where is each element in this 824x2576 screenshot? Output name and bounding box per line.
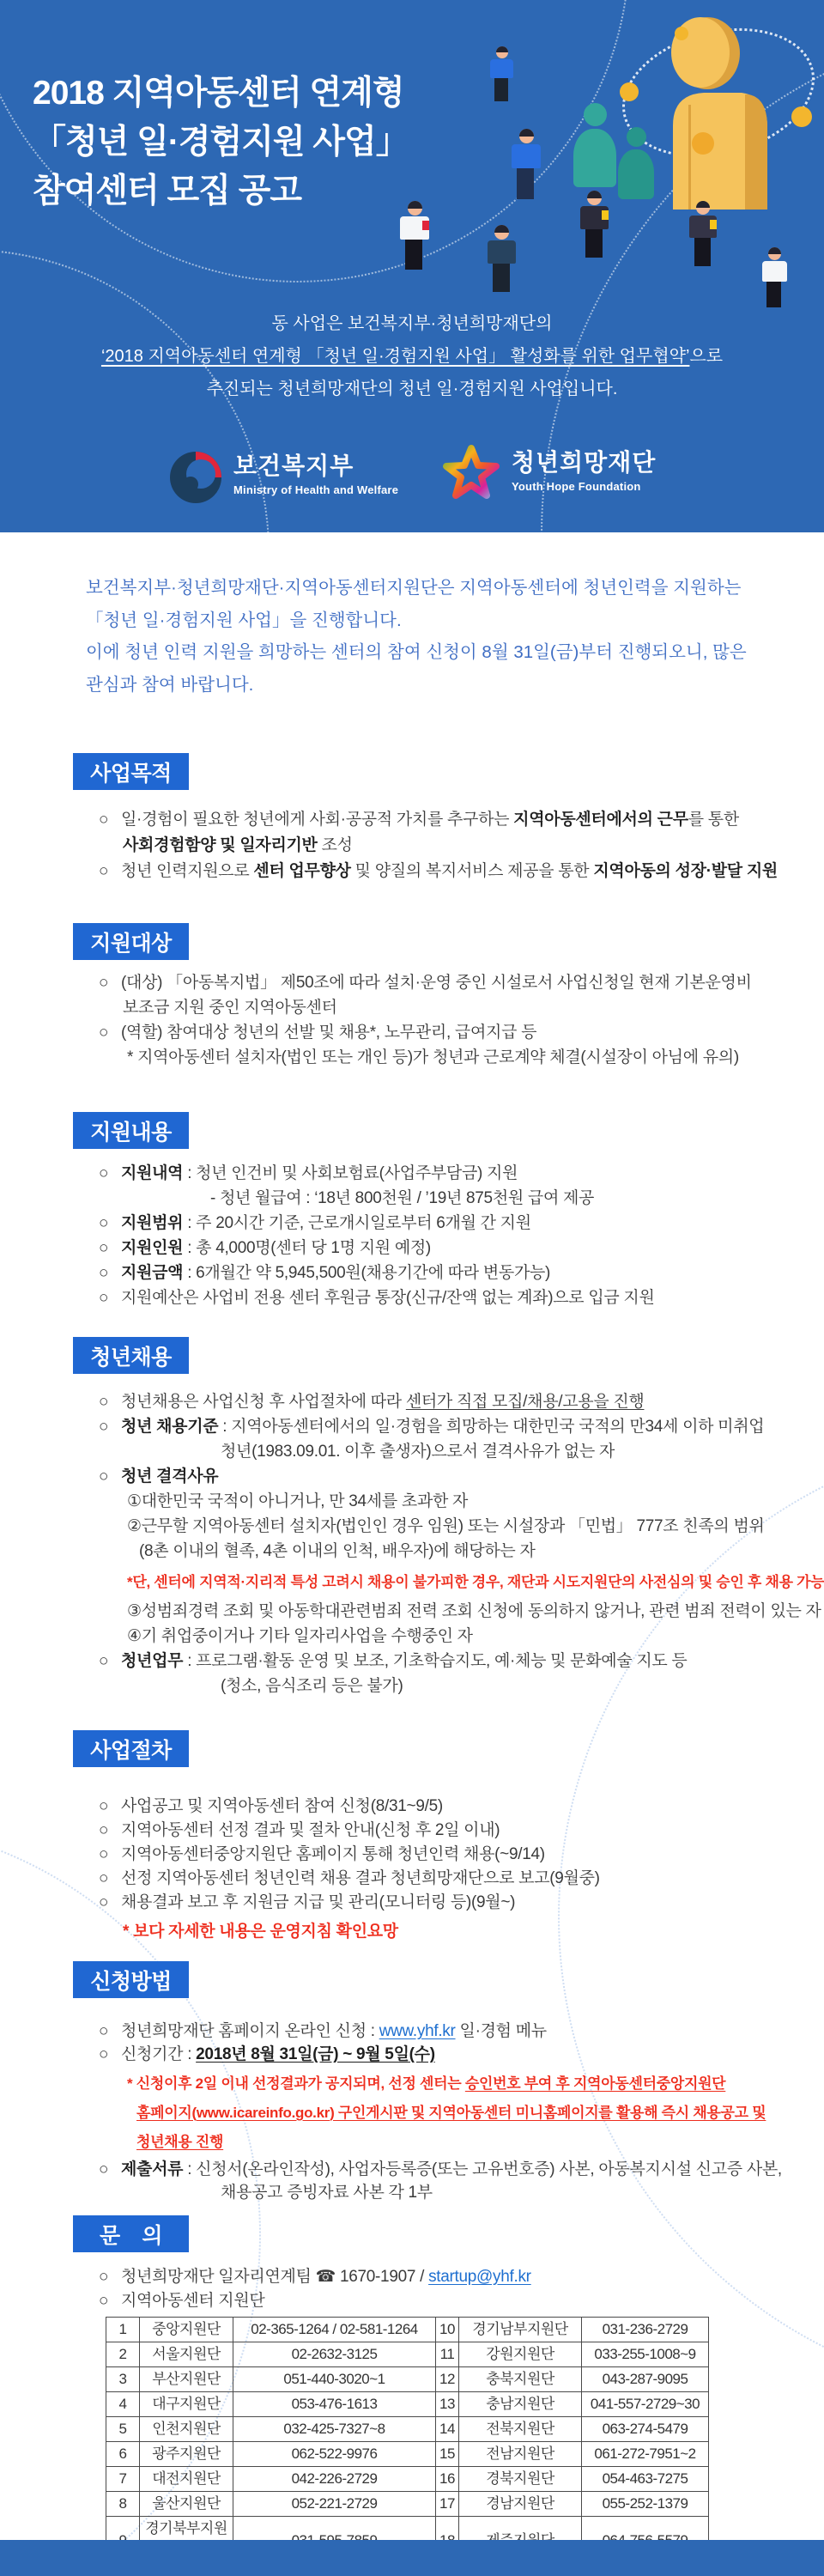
section-body-purpose xyxy=(99,807,777,884)
footer-band xyxy=(0,2540,824,2576)
table-cell-phone: 043-287-9095 xyxy=(582,2367,709,2392)
table-cell-number: 5 xyxy=(106,2417,140,2442)
text-segment: (8촌 이내의 혈족, 4촌 이내의 인척, 배우자)에 해당하는 자 xyxy=(139,1542,536,1560)
text-line xyxy=(99,2043,777,2066)
colorful-star-icon xyxy=(443,443,500,500)
section-title-purpose: 사업목적 xyxy=(73,753,189,790)
text-segment: * 신청이후 2일 이내 선정결과가 공지되며, 선정 센터는 xyxy=(127,2075,465,2092)
text-line xyxy=(99,1624,777,1649)
teal-person-icon xyxy=(573,103,618,187)
teal-person-small-icon xyxy=(618,127,656,199)
table-cell-phone: 02-2632-3125 xyxy=(233,2342,436,2367)
poster-title-line1: 2018 지역아동센터 연계형 xyxy=(33,75,404,112)
table-cell-office: 충북지원단 xyxy=(459,2367,582,2392)
table-cell-number: 12 xyxy=(436,2367,459,2392)
table-cell-office: 경기북부지원 xyxy=(140,2517,233,2566)
text-line xyxy=(99,1489,777,1514)
bullet-marker: ○ xyxy=(99,1214,109,1232)
text-segment: ) 구인게시판 및 지역아동센터 미니홈페이지를 활용해 즉시 채용공고 및 xyxy=(330,2105,766,2121)
section-title-content: 지원내용 xyxy=(73,1112,189,1149)
text-line xyxy=(99,1020,777,1045)
section-body-hiring xyxy=(99,1389,824,1698)
section-body-inquiry xyxy=(99,2265,777,2566)
text-segment: 청년 인력지원으로 xyxy=(121,862,254,880)
text-line xyxy=(99,833,777,859)
bullet-marker: ○ xyxy=(99,974,109,992)
text-segment: 지역아동의 성장·발달 지원 xyxy=(593,862,778,880)
yhf-logo-english: Youth Hope Foundation xyxy=(512,480,641,493)
text-line xyxy=(99,1186,777,1211)
section-title-apply: 신청방법 xyxy=(73,1961,189,1998)
text-segment: 청년 결격사유 xyxy=(121,1467,219,1485)
text-line xyxy=(99,2072,777,2095)
text-segment: 보조금 지원 중인 지역아동센터 xyxy=(123,999,337,1017)
bullet-marker: ○ xyxy=(99,811,109,829)
text-segment: : 총 4,000명(센터 당 1명 지원 예정) xyxy=(183,1239,431,1257)
text-line xyxy=(99,1570,824,1595)
table-cell-office: 경남지원단 xyxy=(459,2492,582,2517)
text-line xyxy=(99,1389,777,1414)
table-cell-phone: 062-522-9976 xyxy=(233,2442,436,2467)
section-title-procedure: 사업절차 xyxy=(73,1730,189,1767)
table-cell-number: 11 xyxy=(436,2342,459,2367)
table-cell-office: 충남지원단 xyxy=(459,2392,582,2417)
table-cell-number: 14 xyxy=(436,2417,459,2442)
table-cell-phone: 031-236-2729 xyxy=(582,2318,709,2342)
orbit-dot-icon xyxy=(791,106,812,127)
table-row xyxy=(106,2342,709,2367)
intro-line: 이에 청년 인력 지원을 희망하는 센터의 참여 신청이 8월 31일(금)부터 진행되오니, 많은 xyxy=(86,642,747,662)
text-line xyxy=(99,995,777,1020)
table-cell-phone: 051-440-3020~1 xyxy=(233,2367,436,2392)
inline-link[interactable]: startup@yhf.kr xyxy=(428,2268,531,2286)
table-row xyxy=(106,2417,709,2442)
text-segment: 채용결과 보고 후 지원금 지급 및 관리(모니터링 등)(9월~) xyxy=(121,1893,516,1911)
mohw-taegeuk-symbol-icon xyxy=(168,450,223,505)
bullet-marker: ○ xyxy=(99,1418,109,1436)
text-segment: *단, 센터에 지역적·지리적 특성 고려시 채용이 불가피한 경우, 재단과 시도지원단의 사전심의 및 승인 후 채용 가능 xyxy=(127,1574,824,1590)
intro-paragraph xyxy=(86,572,772,701)
text-segment: 및 양질의 복지서비스 제공을 통한 xyxy=(350,862,594,880)
text-line xyxy=(99,2265,777,2289)
text-segment: 센터 업무향상 xyxy=(253,862,351,880)
bullet-marker: ○ xyxy=(99,1869,109,1887)
text-segment: 지원범위 xyxy=(121,1214,184,1232)
text-line xyxy=(99,1236,777,1261)
table-cell-number: 13 xyxy=(436,2392,459,2417)
text-segment: 사업공고 및 지역아동센터 참여 신청(8/31~9/5) xyxy=(121,1797,443,1815)
text-line xyxy=(99,2158,782,2181)
text-line xyxy=(99,2289,777,2313)
intro-line: 관심과 참여 바랍니다. xyxy=(86,674,254,695)
bullet-marker: ○ xyxy=(99,1845,109,1863)
bullet-marker: ○ xyxy=(99,2045,109,2063)
text-segment: 청년업무 xyxy=(121,1652,184,1670)
text-segment: 지원예산은 사업비 전용 센터 후원금 통장(신규/잔액 없는 계좌)으로 입금 지원 xyxy=(121,1289,655,1307)
table-cell-number: 4 xyxy=(106,2392,140,2417)
section-title-inquiry: 문 의 xyxy=(73,2215,189,2252)
text-segment: 지역아동센터에서의 근무 xyxy=(513,811,688,829)
text-line xyxy=(99,1867,777,1891)
mohw-logo-korean: 보건복지부 xyxy=(233,453,354,479)
text-line xyxy=(99,1161,777,1186)
table-cell-phone: 033-255-1008~9 xyxy=(582,2342,709,2367)
orbit-dot-icon xyxy=(675,27,688,40)
person-man-phone-icon xyxy=(488,225,516,292)
text-segment: 청년희망재단 일자리연계팀 ☎ 1670-1907 / xyxy=(121,2268,429,2286)
section-body-apply xyxy=(99,2020,782,2204)
table-cell-number: 15 xyxy=(436,2442,459,2467)
person-woman-yellow-folder-icon xyxy=(580,191,609,258)
text-segment: 선정 지역아동센터 청년인력 채용 결과 청년희망재단으로 보고(9월중) xyxy=(121,1869,600,1887)
text-line xyxy=(99,1843,777,1867)
intro-line: 「청년 일·경험지원 사업」을 진행합니다. xyxy=(86,610,402,630)
text-segment: ②근무할 지역아동센터 설치자(법인인 경우 임원) 또는 시설장과 「민법」 777조 친족의 범위 xyxy=(127,1517,765,1535)
table-cell-office: 서울지원단 xyxy=(140,2342,233,2367)
text-segment: : 프로그램·활동 운영 및 보조, 기초학습지도, 예·체능 및 문화예술 지도 등 xyxy=(183,1652,688,1670)
text-line xyxy=(99,859,777,884)
text-segment: 청년채용은 사업신청 후 사업절차에 따라 xyxy=(121,1393,406,1411)
table-cell-office: 전북지원단 xyxy=(459,2417,582,2442)
text-segment: 지원인원 xyxy=(121,1239,184,1257)
description-line2: ‘2018 지역아동센터 연계형 「청년 일·경험지원 사업」 활성화를 위한 업무협약’으로 xyxy=(100,347,724,366)
text-line xyxy=(99,1464,777,1489)
table-cell-number: 10 xyxy=(436,2318,459,2342)
text-line xyxy=(99,1539,777,1564)
text-segment: 제출서류 xyxy=(121,2160,184,2178)
table-cell-phone: 053-476-1613 xyxy=(233,2392,436,2417)
table-row xyxy=(106,2392,709,2417)
poster-title xyxy=(33,69,409,216)
bullet-marker: ○ xyxy=(99,1393,109,1411)
description-line3: 추진되는 청년희망재단의 청년 일·경험지원 사업입니다. xyxy=(206,380,618,398)
bullet-marker: ○ xyxy=(99,1164,109,1182)
table-cell-number: 3 xyxy=(106,2367,140,2392)
bullet-marker: ○ xyxy=(99,862,109,880)
bullet-marker: ○ xyxy=(99,1264,109,1282)
text-segment: : 신청서(온라인작성), 사업자등록증(또는 고유번호증) 사본, 아동복지시설 신고증 사본, xyxy=(183,2160,782,2178)
table-cell-number: 6 xyxy=(106,2442,140,2467)
text-segment: 청년채용 진행 xyxy=(136,2134,224,2150)
table-cell-number: 2 xyxy=(106,2342,140,2367)
regional-support-contact-table xyxy=(106,2317,709,2566)
bullet-marker: ○ xyxy=(99,1467,109,1485)
poster-title-line3: 참여센터 모집 공고 xyxy=(33,173,302,210)
inline-link[interactable]: www.icareinfo.go.kr xyxy=(196,2105,330,2121)
text-line xyxy=(99,1599,821,1624)
text-segment: 사회경험함양 및 일자리기반 xyxy=(123,836,318,854)
text-segment: : 주 20시간 기준, 근로개시일로부터 6개월 간 지원 xyxy=(183,1214,531,1232)
big-gold-person-icon xyxy=(659,15,781,211)
text-segment: 2018년 8월 31일(금) ~ 9월 5일(수) xyxy=(196,2045,435,2063)
table-cell-phone: 042-226-2729 xyxy=(233,2467,436,2492)
text-line xyxy=(99,1649,777,1674)
text-segment: 지역아동센터 선정 결과 및 절차 안내(신청 후 2일 이내) xyxy=(121,1821,500,1839)
section-body-content xyxy=(99,1161,777,1310)
table-cell-number: 16 xyxy=(436,2467,459,2492)
text-segment: * 지역아동센터 설치자(법인 또는 개인 등)가 청년과 근로계약 체결(시설장이 아님에 유의) xyxy=(127,1048,739,1066)
table-row xyxy=(106,2492,709,2517)
person-white-shirt-icon xyxy=(762,247,787,307)
text-line xyxy=(99,807,777,833)
text-line xyxy=(99,2181,777,2204)
table-cell-number: 7 xyxy=(106,2467,140,2492)
text-segment: 지원내역 xyxy=(121,1164,184,1182)
table-cell-office: 전남지원단 xyxy=(459,2442,582,2467)
table-cell-office: 강원지원단 xyxy=(459,2342,582,2367)
bullet-marker: ○ xyxy=(99,2292,109,2310)
text-line xyxy=(99,2020,777,2043)
person-woman-dark-icon xyxy=(689,201,717,266)
section-body-procedure xyxy=(99,1795,777,1944)
text-segment: 신청기간 : xyxy=(121,2045,197,2063)
text-line xyxy=(99,1045,777,1070)
section-title-target: 지원대상 xyxy=(73,923,189,960)
text-segment: 청년(1983.09.01. 이후 출생자)으로서 결격사유가 없는 자 xyxy=(221,1443,615,1461)
text-segment: 일·경험이 필요한 청년에게 사회·공공적 가치를 추구하는 xyxy=(121,811,514,829)
table-cell-office: 광주지원단 xyxy=(140,2442,233,2467)
bullet-marker: ○ xyxy=(99,2268,109,2286)
table-cell-office: 인천지원단 xyxy=(140,2417,233,2442)
text-segment: ④기 취업중이거나 기타 일자리사업을 수행중인 자 xyxy=(127,1627,473,1645)
table-cell-office: 중앙지원단 xyxy=(140,2318,233,2342)
table-cell-office: 울산지원단 xyxy=(140,2492,233,2517)
bullet-marker: ○ xyxy=(99,1893,109,1911)
orbit-dot-icon xyxy=(692,132,714,155)
table-cell-number: 17 xyxy=(436,2492,459,2517)
table-cell-office: 경북지원단 xyxy=(459,2467,582,2492)
table-row xyxy=(106,2318,709,2342)
text-line xyxy=(99,1211,777,1236)
intro-line: 보건복지부·청년희망재단·지역아동센터지원단은 지역아동센터에 청년인력을 지원하는 xyxy=(86,578,742,598)
text-segment: 지역아동센터중앙지원단 홈페이지 통해 청년인력 채용(~9/14) xyxy=(121,1845,545,1863)
text-segment: 센터가 직접 모집/채용/고용을 진행 xyxy=(405,1393,645,1411)
section-body-target xyxy=(99,970,777,1070)
text-line xyxy=(99,1920,777,1944)
table-cell-phone: 055-252-1379 xyxy=(582,2492,709,2517)
text-segment: - 청년 월급여 : ‘18년 800천원 / ’19년 875천원 급여 제공 xyxy=(210,1189,595,1207)
poster-title-line2: 「청년 일·경험지원 사업」 xyxy=(33,124,409,161)
table-cell-phone: 032-425-7327~8 xyxy=(233,2417,436,2442)
section-title-hiring: 청년채용 xyxy=(73,1337,189,1374)
text-segment: 를 통한 xyxy=(688,811,739,829)
text-segment: 일·경험 메뉴 xyxy=(455,2022,547,2040)
bullet-marker: ○ xyxy=(99,1289,109,1307)
text-segment: ①대한민국 국적이 아니거나, 만 34세를 초과한 자 xyxy=(127,1492,469,1510)
table-row xyxy=(106,2467,709,2492)
text-segment: 승인번호 부여 후 지역아동센터중앙지원단 xyxy=(464,2075,726,2092)
text-segment: 조성 xyxy=(317,836,353,854)
bullet-marker: ○ xyxy=(99,1024,109,1042)
text-segment: (대상) 「아동복지법」 제50조에 따라 설치·운영 중인 시설로서 사업신청일 현재 기본운영비 xyxy=(121,974,752,992)
bullet-marker: ○ xyxy=(99,1652,109,1670)
table-cell-number: 1 xyxy=(106,2318,140,2342)
text-line xyxy=(99,1674,777,1698)
text-line xyxy=(99,1261,777,1285)
header-description xyxy=(0,307,824,405)
text-segment: : 청년 인건비 및 사회보험료(사업주부담금) 지원 xyxy=(183,1164,518,1182)
table-cell-number: 8 xyxy=(106,2492,140,2517)
table-cell-phone: 02-365-1264 / 02-581-1264 xyxy=(233,2318,436,2342)
orbit-dot-icon xyxy=(620,82,639,101)
bullet-marker: ○ xyxy=(99,2160,109,2178)
yhf-logo-korean: 청년희망재단 xyxy=(512,449,657,476)
text-line xyxy=(99,1285,777,1310)
inline-link[interactable]: www.yhf.kr xyxy=(379,2022,456,2040)
table-cell-phone: 041-557-2729~30 xyxy=(582,2392,709,2417)
table-cell-office: 경기남부지원단 xyxy=(459,2318,582,2342)
table-cell-phone: 054-463-7275 xyxy=(582,2467,709,2492)
text-segment: 청년 채용기준 xyxy=(121,1418,219,1436)
text-segment: ③성범죄경력 조회 및 아동학대관련범죄 전력 조회 신청에 동의하지 않거나, 관련 범죄 전력이 있는 자 xyxy=(127,1602,821,1620)
text-segment: (청소, 음식조리 등은 불가) xyxy=(221,1677,403,1695)
person-sitting-reading-icon xyxy=(490,46,513,101)
text-segment: * 보다 자세한 내용은 운영지침 확인요망 xyxy=(123,1923,398,1941)
table-row xyxy=(106,2367,709,2392)
text-segment: 채용공고 증빙자료 사본 각 1부 xyxy=(221,2184,433,2202)
text-line xyxy=(99,1514,777,1539)
text-segment: 홈페이지( xyxy=(136,2105,197,2121)
mohw-logo-english: Ministry of Health and Welfare xyxy=(233,483,399,496)
table-cell-phone: 063-274-5479 xyxy=(582,2417,709,2442)
text-line xyxy=(99,1414,777,1439)
text-line xyxy=(99,2130,777,2154)
text-line xyxy=(99,1891,777,1915)
text-segment: : 지역아동센터에서의 일·경험을 희망하는 대한민국 국적의 만34세 이하 미취업 xyxy=(218,1418,765,1436)
text-line xyxy=(99,1819,777,1843)
text-segment: : 6개월간 약 5,945,500원(채용기간에 따라 변동가능) xyxy=(183,1264,551,1282)
bullet-marker: ○ xyxy=(99,2022,109,2040)
table-cell-phone: 061-272-7951~2 xyxy=(582,2442,709,2467)
text-segment: 청년희망재단 홈페이지 온라인 신청 : xyxy=(121,2022,379,2040)
table-cell-office: 대전지원단 xyxy=(140,2467,233,2492)
text-segment: (역할) 참여대상 청년의 선발 및 채용*, 노무관리, 급여지급 등 xyxy=(121,1024,537,1042)
bullet-marker: ○ xyxy=(99,1239,109,1257)
header-banner xyxy=(0,0,824,532)
text-segment: 지원금액 xyxy=(121,1264,184,1282)
text-segment: 지역아동센터 지원단 xyxy=(121,2292,265,2310)
text-line xyxy=(99,970,777,995)
bullet-marker: ○ xyxy=(99,1821,109,1839)
text-line xyxy=(99,2101,777,2124)
person-standing-blue-suit-icon xyxy=(512,129,541,199)
text-line xyxy=(99,1795,777,1819)
text-line xyxy=(99,1439,777,1464)
table-cell-office: 부산지원단 xyxy=(140,2367,233,2392)
description-line1: 동 사업은 보건복지부·청년희망재단의 xyxy=(271,314,553,333)
table-cell-office: 대구지원단 xyxy=(140,2392,233,2417)
table-cell-phone: 052-221-2729 xyxy=(233,2492,436,2517)
bullet-marker: ○ xyxy=(99,1797,109,1815)
table-row xyxy=(106,2442,709,2467)
